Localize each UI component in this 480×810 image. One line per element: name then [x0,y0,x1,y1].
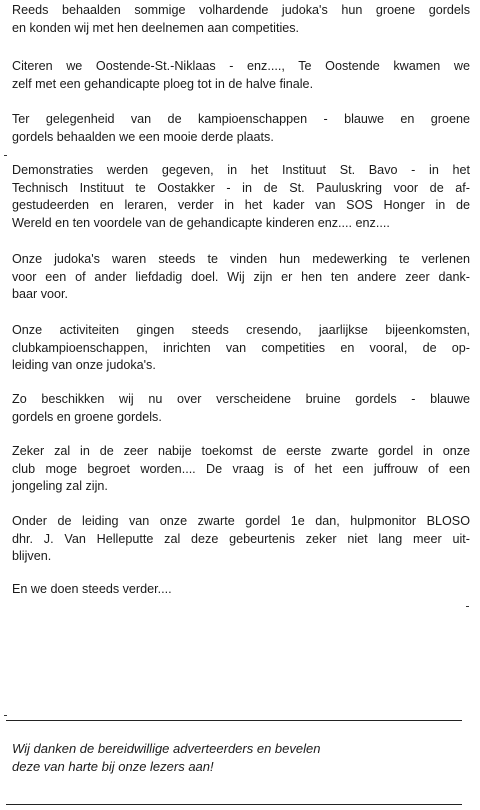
text-line: voor een of ander liefdadig doel. Wij zijn er hen ten andere zeer dank- [12,269,470,284]
paragraph-black-belt [12,443,470,496]
paragraph-brown-belts [12,391,470,426]
text-line: blijven. [12,549,52,563]
divider-bottom [6,804,462,805]
paragraph-green-belts [12,2,470,37]
text-line: zelf met een gehandicapte ploeg tot in de halve finale. [12,76,314,91]
text-line: Wij danken de bereidwillige adverteerders en bevelen [12,741,321,756]
text-line: deze van harte bij onze lezers aan! [12,759,214,774]
scan-mark [4,715,7,716]
text-line: Onder de leiding van onze zwarte gordel 1e dan, hulpmonitor BLOSO [12,514,470,528]
text-line: en konden wij met hen deelnemen aan competities. [12,20,300,35]
text-line: Onze activiteiten gingen steeds cresendo, jaarlijkse bijeenkomsten, [12,323,470,337]
sponsor-thanks [12,740,452,776]
text-line: leiding van onze judoka's. [12,358,156,372]
text-line: Ter gelegenheid van de kampioenschappen - blauwe en groene [12,112,470,126]
text-line: Citeren we Oostende-St.-Niklaas - enz...., Te Oostende kwamen we [12,59,470,73]
text-line: Reeds behaalden sommige volhardende judoka's hun groene gordels [12,3,470,17]
text-line: club moge begroet worden.... De vraag is of het een juffrouw of een [12,461,470,476]
text-line: baar voor. [12,287,69,301]
paragraph-competitions [12,58,470,93]
text-line: jongeling zal zijn. [12,479,108,493]
scan-mark [4,155,7,156]
text-line: En we doen steeds verder.... [12,582,172,596]
text-line: clubkampioenschappen, inrichten van competities en vooral, de op- [12,340,470,355]
text-line: Technisch Instituut te Oostakker - in de St. Pauluskring voor de af- [12,180,470,195]
text-line: gestudeerden en leraren, verder in het kader van SOS Honger in de [12,198,470,212]
text-line: Wereld en ten voordele van de gehandicapte kinderen enz.... enz.... [12,215,390,230]
text-line: Zeker zal in de zeer nabije toekomst de eerste zwarte gordel in onze [12,444,470,458]
paragraph-demonstrations [12,162,470,232]
paragraph-leadership [12,513,470,566]
text-line: Zo beschikken wij nu over verscheidene bruine gordels - blauwe [12,392,470,406]
paragraph-closing [12,581,470,599]
text-line: gordels behaalden we een mooie derde plaats. [12,129,274,144]
paragraph-activities [12,322,470,375]
text-line: dhr. J. Van Helleputte zal deze gebeurtenis zeker niet lang meer uit- [12,531,470,546]
text-line: gordels en groene gordels. [12,409,162,424]
scan-mark [466,606,469,607]
divider-top [6,720,462,721]
text-line: Onze judoka's waren steeds te vinden hun medewerking te verlenen [12,252,470,266]
text-line: Demonstraties werden gegeven, in het Instituut St. Bavo - in het [12,163,470,177]
paragraph-championships [12,111,470,146]
paragraph-charity [12,251,470,304]
